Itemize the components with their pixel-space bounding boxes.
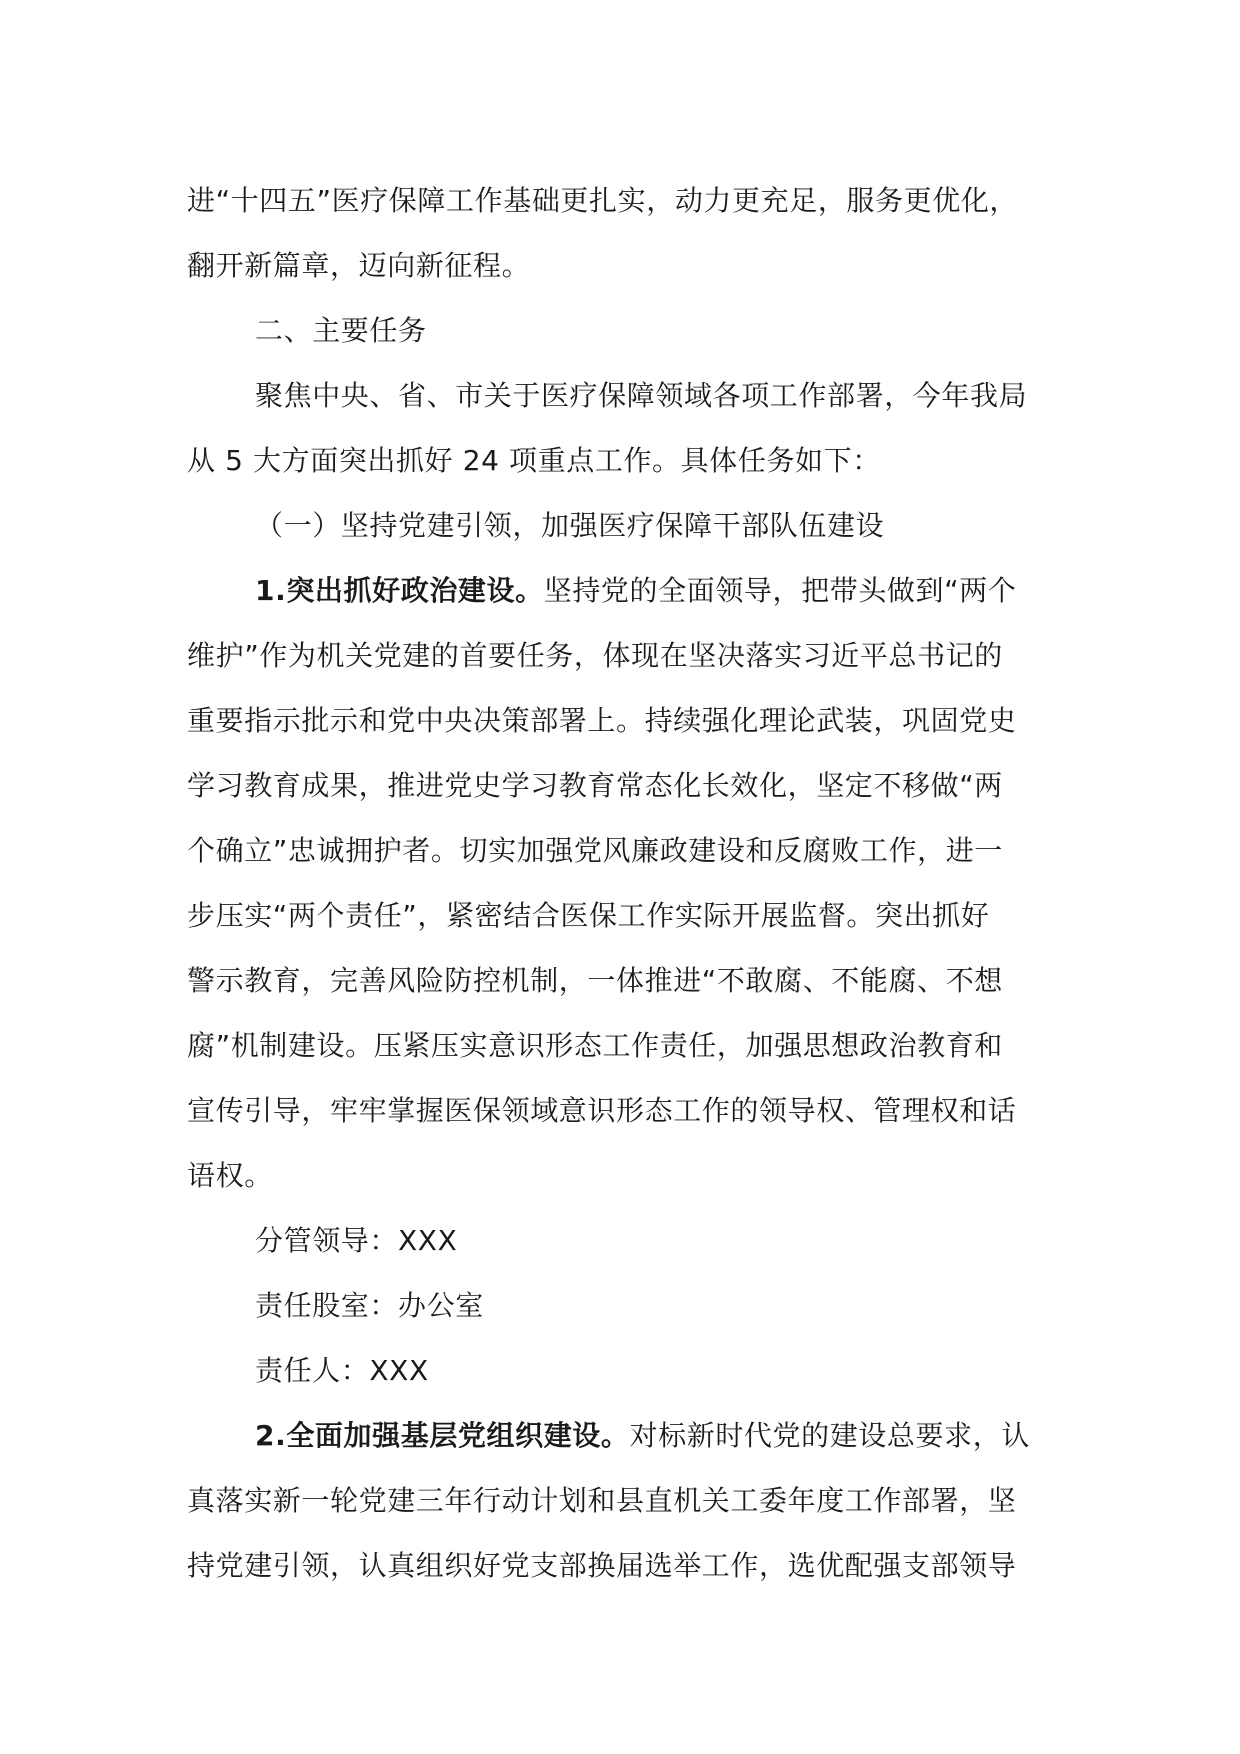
responsible-line: 责任人：XXX bbox=[255, 1354, 429, 1387]
subsection-heading: （一）坚持党建引领，加强医疗保障干部队伍建设 bbox=[255, 509, 885, 542]
paragraph-line: 语权。 bbox=[187, 1159, 273, 1192]
department-line: 责任股室：办公室 bbox=[255, 1289, 484, 1322]
paragraph-line: 维护”作为机关党建的首要任务，体现在坚决落实习近平总书记的 bbox=[187, 639, 1003, 672]
section-heading: 二、主要任务 bbox=[255, 314, 427, 347]
paragraph-line: 警示教育，完善风险防控机制，一体推进“不敢腐、不能腐、不想 bbox=[187, 964, 1003, 997]
item-2-title: 2.全面加强基层党组织建设。 bbox=[255, 1419, 630, 1452]
item-1-first-line bbox=[187, 558, 1057, 623]
document-body bbox=[187, 168, 1057, 1598]
paragraph-line: 学习教育成果，推进党史学习教育常态化长效化，坚定不移做“两 bbox=[187, 769, 1003, 802]
item-1-text: 坚持党的全面领导，把带头做到“两个 bbox=[543, 574, 1017, 607]
leader-line: 分管领导：XXX bbox=[255, 1224, 458, 1257]
paragraph-line: 持党建引领，认真组织好党支部换届选举工作，选优配强支部领导 bbox=[187, 1549, 1017, 1582]
item-2-text: 对标新时代党的建设总要求，认 bbox=[629, 1419, 1030, 1452]
item-2-first-line bbox=[187, 1403, 1057, 1468]
paragraph-line: 真落实新一轮党建三年行动计划和县直机关工委年度工作部署，坚 bbox=[187, 1484, 1017, 1517]
paragraph-line: 翻开新篇章，迈向新征程。 bbox=[187, 249, 531, 282]
paragraph-line: 从 5 大方面突出抓好 24 项重点工作。具体任务如下： bbox=[187, 444, 881, 477]
paragraph-line: 腐”机制建设。压紧压实意识形态工作责任，加强思想政治教育和 bbox=[187, 1029, 1003, 1062]
paragraph-line: 重要指示批示和党中央决策部署上。持续强化理论武装，巩固党史 bbox=[187, 704, 1017, 737]
item-1-title: 1.突出抓好政治建设。 bbox=[255, 574, 544, 607]
paragraph-line: 宣传引导，牢牢掌握医保领域意识形态工作的领导权、管理权和话 bbox=[187, 1094, 1017, 1127]
paragraph-line: 聚焦中央、省、市关于医疗保障领域各项工作部署，今年我局 bbox=[255, 379, 1028, 412]
paragraph-line: 步压实“两个责任”，紧密结合医保工作实际开展监督。突出抓好 bbox=[187, 899, 990, 932]
paragraph-line: 进“十四五”医疗保障工作基础更扎实，动力更充足，服务更优化， bbox=[187, 184, 1019, 217]
paragraph-line: 个确立”忠诚拥护者。切实加强党风廉政建设和反腐败工作，进一 bbox=[187, 834, 1003, 867]
